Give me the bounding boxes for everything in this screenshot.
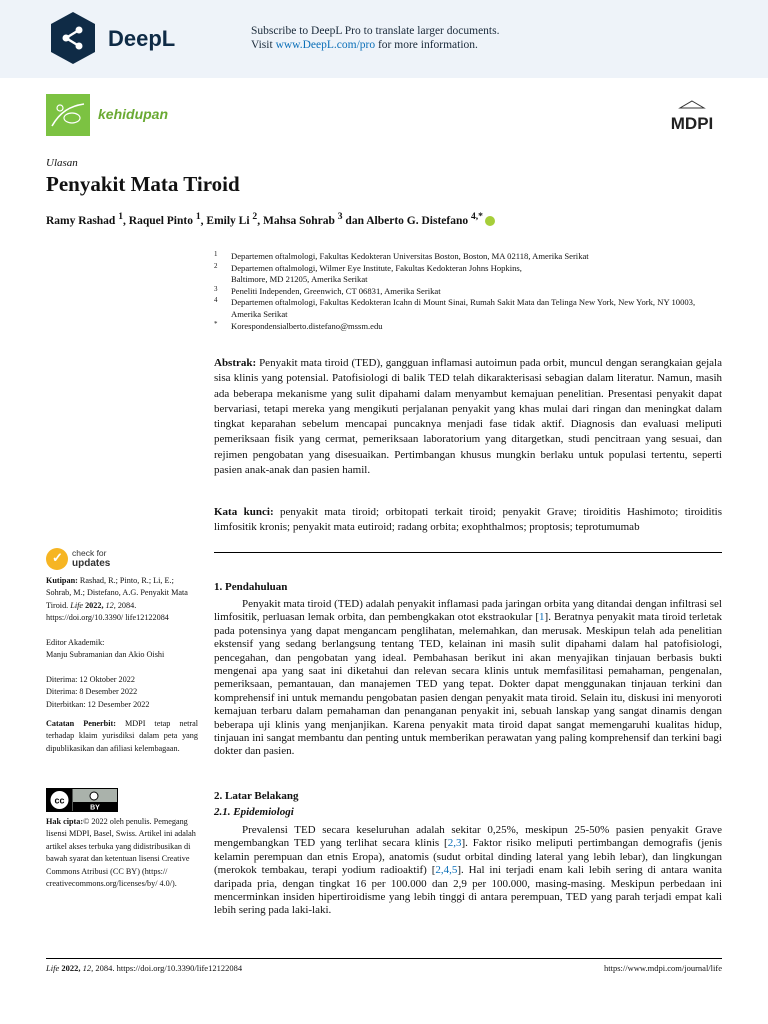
paragraph-text: ]. Faktor risiko meliputi pertimbangan demografis (jenis kelamin perempuan dan etnis Eropa), anatomis (sudut orbital dinding lateral yang lebih lebar), dan lingkungan (merokok tembakau, terapi yodium radioaktif) [ bbox=[214, 837, 722, 877]
abstract-text: Penyakit mata tiroid (TED), gangguan inflamasi autoimun pada orbit, muncul dengan serangkaian gejala sisa klinis yang potensial. Patofisiologi di balik TED telah dikarakterisasi sebagian dalam literatur. Namun, masih ada beberapa mekanisme yang sulit dipahami dalam menyambut kemajuan penelitian. Presentasi penyakit dapat bervariasi, tetapi mereka yang mengikuti perjalanan penyakit yang khas mulai dari ringan dan meningkat dalam tingkat keparahan sebelum mencapai puncaknya menjadi fase tidak aktif. Diagnosis dan evaluasi meliputi pemeriksaan fisik yang cermat, pemeriksaan laboratorium yang ditargetkan, studi pencitraan yang sesuai, dan rejimen pengobatan yang disesuaikan. Pertimbangan khusus mungkin berlaku untuk populasi tertentu, seperti pasien anak-anak dan pasien hamil. bbox=[214, 357, 722, 477]
author-connector: dan bbox=[345, 214, 364, 227]
deepl-info-text: for more information. bbox=[375, 39, 478, 51]
affiliation-number: 3 bbox=[214, 284, 218, 293]
deepl-pro-link[interactable]: www.DeepL.com/pro bbox=[275, 39, 376, 51]
footer-year: 2022, bbox=[59, 963, 83, 973]
citation-doi[interactable]: , 2084. https://doi.org/10.3390/ life12122084 bbox=[46, 600, 169, 623]
history-dates bbox=[46, 674, 198, 711]
author-sup: 1 bbox=[195, 211, 201, 222]
article-type: Ulasan bbox=[46, 157, 78, 169]
editor-label: Editor Akademik: bbox=[46, 638, 105, 647]
publisher-note bbox=[46, 718, 198, 755]
keywords-text: penyakit mata tiroid; orbitopati terkait tiroid; penyakit Grave; tiroiditis Hashimoto; tiroiditis limfositik kronis; penyakit mata eutiroid; radang orbita; exophthalmos; proptosis; teprotumumab bbox=[214, 506, 722, 533]
citation-link[interactable]: 2,3 bbox=[447, 837, 462, 850]
publisher-note-label: Catatan Penerbit: bbox=[46, 719, 116, 728]
svg-text:cc: cc bbox=[54, 795, 65, 806]
affiliations bbox=[214, 251, 720, 332]
citation-year: 2022, bbox=[83, 600, 106, 610]
footer-journal: Life bbox=[46, 963, 60, 973]
journal-logo-icon bbox=[46, 94, 90, 136]
editor-names: Manju Subramanian dan Akio Oishi bbox=[46, 650, 165, 660]
citation-volume: 12 bbox=[105, 600, 114, 610]
copyright-label: Hak cipta: bbox=[46, 817, 84, 826]
mdpi-logo-icon bbox=[664, 100, 720, 134]
received-date: Diterima: 12 Oktober 2022 bbox=[46, 675, 135, 684]
affiliation-text: Departemen oftalmologi, Fakultas Kedokteran Universitas Boston, Boston, MA 02118, Amerika Serikat bbox=[231, 251, 589, 261]
author-name: Mahsa Sohrab bbox=[262, 214, 335, 227]
paragraph-text: ]. Beratnya penyakit mata tiroid terletak pada potensinya yang dapat mengancam penglihatan, melemahkan, dan merusak. Meskipun telah ada penelitian ekstensif yang sedang berlangsung tentang TED, kelainan ini masih sulit dipahami dalam hal patofisiologi, pencegahan, dan pengobatan yang ideal. Pembahasan berikut ini akan menyajikan tinjauan berbasis bukti mengenai apa yang saat ini diketahui dan relevan secara klinis untuk memfasilitasi pemahaman, pengenalan, pemeriksaan, pemantauan, dan manajemen TED yang tepat. Dokter dapat menggunakan tinjauan terkini dan komprehensif ini untuk memandu pengobatan pasien dengan penyakit mata tiroid. Selain itu, diskusi ini menyoroti kemajuan terbaru dalam pemahaman dan penanganan penyakit ini, sebuah lanskap yang sangat dinamis dengan beberapa uji klinis yang menjanjikan. Karena penyakit mata tiroid dapat sangat memengaruhi kualitas hidup, tinjauan ini sangat membantu dan penting untuk memberikan perawatan yang paling komprehensif dan terkini bagi dokter dan pasien. bbox=[214, 611, 722, 758]
section-heading-1: 1. Pendahuluan bbox=[214, 581, 288, 593]
author-name: Alberto G. Distefano bbox=[366, 214, 469, 227]
author-sup: 2 bbox=[252, 211, 258, 222]
footer-citation bbox=[46, 963, 242, 973]
header-divider bbox=[214, 552, 722, 553]
abstract bbox=[214, 356, 722, 478]
affiliation-number: 4 bbox=[214, 296, 218, 305]
affiliation-item bbox=[214, 251, 720, 263]
deepl-message-line2 bbox=[251, 38, 499, 52]
citation-journal: Life bbox=[70, 600, 84, 610]
copyright-text: © 2022 oleh penulis. Pemegang lisensi MDPI, Basel, Swiss. Artikel ini adalah artikel akses terbuka yang didistribusikan di bawah syarat dan ketentuan lisensi Creative Commons Atribusi (CC BY) (https:// creativecommons.org/licenses/by/ 4.0/). bbox=[46, 817, 196, 889]
affiliation-item bbox=[214, 263, 531, 286]
journal-name: kehidupan bbox=[98, 106, 169, 122]
deepl-logo-icon bbox=[48, 10, 98, 66]
author-list: Ramy Rashad $^1$, Raquel Pinto $^1$, Emily Li $^2$, Mahsa Sohrab $^3$ dan Alberto G. Distefano $^{4,*}$ bbox=[46, 211, 495, 227]
author-sup: 1 bbox=[118, 211, 124, 222]
check-for-updates-badge[interactable] bbox=[46, 548, 116, 572]
deepl-banner bbox=[0, 0, 768, 78]
author-name: Raquel Pinto bbox=[128, 214, 193, 227]
paragraph-text: Prevalensi TED secara keseluruhan adalah sekitar 0,25%, meskipun 25-50% pasien penyakit Grave mengembangkan TED yang terlihat secara klinis [ bbox=[214, 824, 722, 850]
affiliation-item bbox=[214, 321, 720, 333]
paragraph-text: Penyakit mata tiroid (TED) adalah penyakit inflamasi pada jaringan orbita yang ditandai dengan infiltrasi sel limfositik, perluasan lemak orbita, dan pembengkakan otot ekstraokular [ bbox=[214, 598, 722, 624]
subsection-heading-2-1: 2.1. Epidemiologi bbox=[214, 806, 294, 818]
citation-text: Rashad, R.; Pinto, R.; Li, E.; Sohrab, M.; Distefano, A.G. Penyakit Mata Tiroid. bbox=[46, 576, 188, 610]
check-icon: ✓ bbox=[46, 548, 68, 570]
orcid-icon[interactable] bbox=[485, 216, 495, 226]
author-name: Emily Li bbox=[206, 214, 250, 227]
affiliation-text: Peneliti Independen, Greenwich, CT 06831, Amerika Serikat bbox=[231, 285, 441, 296]
published-date: Diterbitkan: 12 Desember 2022 bbox=[46, 699, 150, 709]
citation-label: Kutipan: bbox=[46, 576, 78, 585]
svg-text:BY: BY bbox=[90, 804, 100, 812]
copyright bbox=[46, 816, 198, 890]
paragraph-epidemiology bbox=[214, 824, 722, 918]
affiliation-number: 1 bbox=[214, 250, 218, 258]
citation-link[interactable]: 1 bbox=[539, 611, 545, 624]
article-title: Penyakit Mata Tiroid bbox=[46, 172, 240, 196]
footer-journal-url[interactable]: https://www.mdpi.com/journal/life bbox=[604, 963, 722, 973]
author-sup: 3 bbox=[337, 211, 343, 222]
author-name: Ramy Rashad bbox=[46, 214, 116, 227]
footer-volume: 12 bbox=[82, 963, 92, 973]
citation-link[interactable]: 2,4,5 bbox=[435, 864, 458, 877]
check-updates-line1: check for bbox=[72, 548, 107, 558]
keywords-label: Kata kunci: bbox=[214, 506, 274, 518]
affiliation-item bbox=[214, 297, 701, 320]
mdpi-logo-text: MDPI bbox=[670, 114, 714, 133]
footer-divider bbox=[46, 958, 722, 959]
paragraph-text: ]. Hal ini terjadi enam kali lebih sering di antara wanita daripada pria, dengan tingkat 16 per 100.000 dan 2,9 per 100.000, masing-masing. Meskipun perbedaan ini mencerminkan insiden hipertiroidisme yang lebih tinggi di antara perempuan, TED yang parah terjadi empat kali lebih sering pada laki-laki. bbox=[214, 864, 722, 917]
academic-editor bbox=[46, 637, 198, 662]
affiliation-text: Departemen oftalmologi, Wilmer Eye Institute, Fakultas Kedokteran Johns Hopkins, Baltimore, MD 21205, Amerika Serikat bbox=[231, 262, 522, 285]
citation bbox=[46, 575, 198, 625]
deepl-visit-text: Visit bbox=[251, 39, 276, 51]
publisher-note-text: MDPI tetap netral terhadap klaim yurisdiksi dalam peta yang dipublikasikan dan afiliasi kelembagaan. bbox=[46, 719, 198, 753]
check-updates-label bbox=[72, 548, 110, 569]
accepted-date: Diterima: 8 Desember 2022 bbox=[46, 687, 138, 697]
check-updates-line2: updates bbox=[72, 558, 111, 569]
affiliation-text: Departemen oftalmologi, Fakultas Kedokteran Icahn di Mount Sinai, Rumah Sakit Mata dan Telinga New York, New York, NY 10003, Amerika Serikat bbox=[231, 297, 696, 319]
affiliation-item bbox=[214, 286, 720, 298]
deepl-message bbox=[251, 24, 499, 52]
section-heading-2: 2. Latar Belakang bbox=[214, 790, 299, 802]
footer-doi[interactable]: , 2084. https://doi.org/10.3390/life12122084 bbox=[91, 963, 243, 973]
deepl-message-line1: Subscribe to DeepL Pro to translate larger documents. bbox=[251, 25, 500, 37]
correspondence-email[interactable]: Korespondensialberto.distefano@mssm.edu bbox=[231, 320, 383, 331]
paragraph-intro bbox=[214, 598, 722, 759]
affiliation-number: 2 bbox=[214, 261, 218, 270]
deepl-brand-name: DeepL bbox=[108, 26, 176, 51]
affiliation-number: * bbox=[214, 319, 218, 328]
abstract-label: Abstrak: bbox=[214, 357, 257, 369]
cc-by-license-icon[interactable] bbox=[46, 788, 118, 812]
keywords bbox=[214, 505, 722, 535]
author-sup: 4,* bbox=[470, 211, 483, 222]
